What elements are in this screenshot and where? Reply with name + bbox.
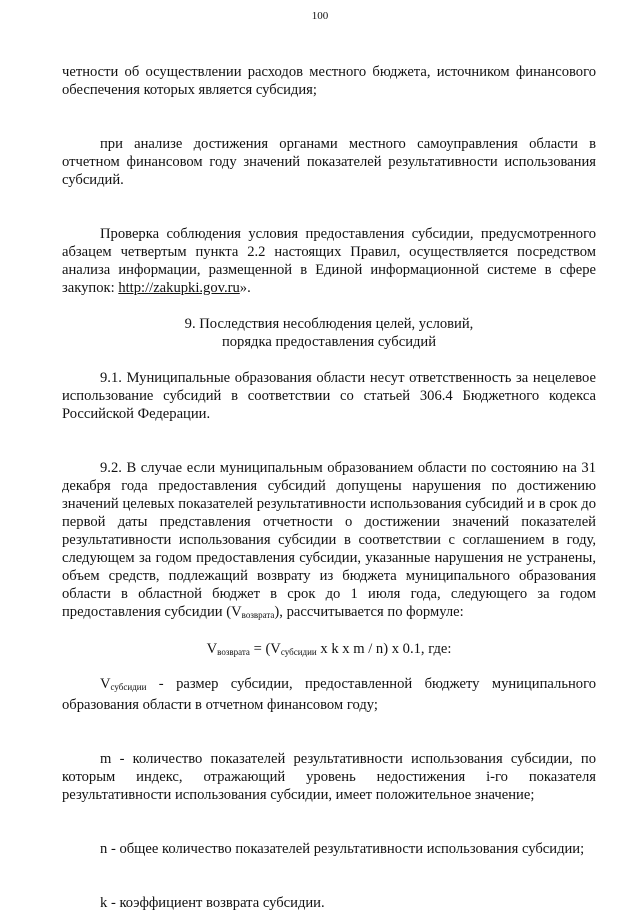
document-body	[62, 63, 596, 912]
formula: $V_{возврата} = (V_{субсидии}$ x k x m / n) x 0.1, где:	[206, 641, 452, 657]
paragraph-continuation: четности об осуществлении расходов местного бюджета, источником финансового обеспечения которых является субсидия;	[62, 64, 596, 98]
formula-subscript-return: возврата	[217, 647, 250, 657]
definition-v-subsidy: $V_{субсидии}$ - размер субсидии, предоставленной бюджету муниципального образования области в отчетном финансовом году;	[62, 676, 596, 713]
subscript-return: возврата	[241, 610, 275, 620]
section-heading-line1: 9. Последствия несоблюдения целей, условий,	[184, 316, 474, 332]
definition-v-subscript: субсидии	[110, 682, 147, 692]
paragraph-analysis: при анализе достижения органами местного самоуправления области в отчетном финансовом году значений показателей результативности использования субсидий.	[62, 136, 596, 188]
section-heading-line2: порядка предоставления субсидий	[221, 334, 437, 350]
zakupki-link[interactable]: http://zakupki.gov.ru	[118, 280, 240, 296]
definition-n: n - общее количество показателей результативности использования субсидии;	[100, 841, 585, 857]
section-heading	[62, 315, 596, 351]
paragraph-9-1: 9.1. Муниципальные образования области несут ответственность за нецелевое использование субсидий в соответствии со статьей 306.4 Бюджетного кодекса Российской Федерации.	[62, 370, 596, 422]
paragraph-9-2	[62, 459, 596, 624]
paragraph-verification	[62, 225, 596, 297]
page-number: 100	[311, 10, 329, 22]
paragraph-9-2-tail: ), рассчитывается по формуле:	[274, 604, 464, 620]
verification-text: Проверка соблюдения условия предоставления субсидии, предусмотренного абзацем четвертым пункта 2.2 настоящих Правил, осуществляется посредством анализа информации, размещенной в Единой информационной системе в сфере закупок:	[62, 226, 596, 296]
definition-m: m - количество показателей результативности использования субсидии, по которым индекс, отражающий уровень недостижения i-го показателя результативности использования субсидии, имеет положительное значение;	[62, 751, 596, 803]
formula-subscript-subsidy: субсидии	[280, 647, 317, 657]
definition-k: k - коэффициент возврата субсидии.	[100, 895, 325, 911]
paragraph-9-2-text: 9.2. В случае если муниципальным образованием области по состоянию на 31 декабря года предоставления субсидий допущены нарушения по достижению значений целевых показателей результативности использования субсидий и в срок до первой даты представления отчетности о достижении значений показателей результативности использования субсидии в соответствии с соглашением в году, следующем за годом предоставления субсидии, указанные нарушения не устранены, объем средств, подлежащий возврату из бюджета муниципального образования области в областной бюджет в срок до 1 июля года, следующего за годом предоставления субсидии (V	[62, 460, 596, 620]
verification-tail: ».	[239, 280, 251, 296]
